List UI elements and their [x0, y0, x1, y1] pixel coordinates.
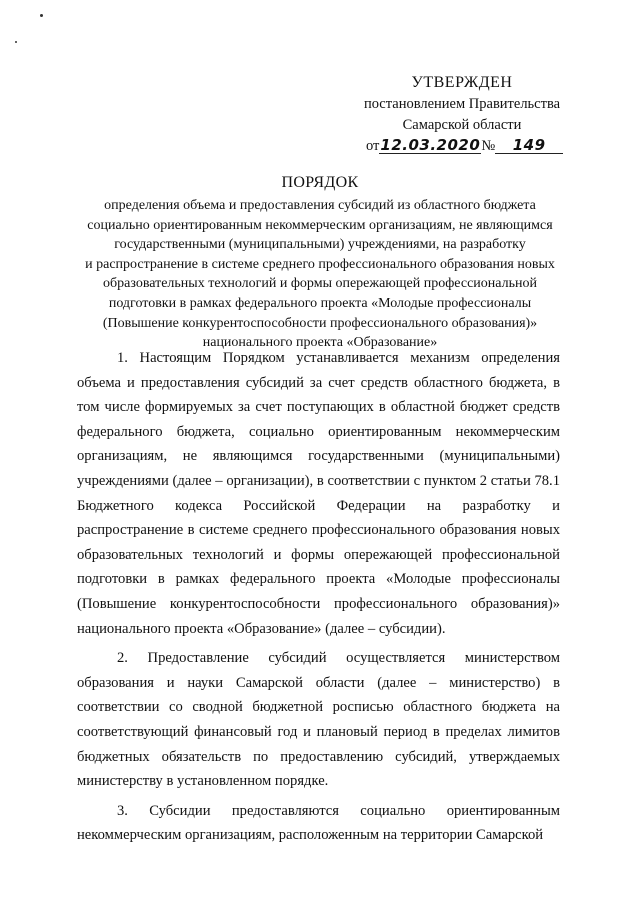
document-heading: ПОРЯДОК	[281, 174, 359, 191]
subtitle-line: социально ориентированным некоммерческим организациям, не являющимся	[87, 217, 553, 233]
subtitle-line: и распространение в системе среднего профессионального образования новых	[85, 256, 555, 272]
subtitle-line: государственными (муниципальными) учреждениями, на разработку	[114, 237, 526, 253]
document-title	[60, 172, 580, 353]
handwritten-date: 12.03.2020	[380, 136, 481, 154]
subtitle-line: образовательных технологий и формы опережающей профессиональной	[103, 276, 537, 292]
subtitle-line: (Повышение конкурентоспособности профессионального образования)»	[102, 315, 538, 331]
scan-speck	[15, 41, 17, 43]
approval-line-2: Самарской области	[402, 117, 522, 133]
approval-title: УТВЕРЖДЕН	[411, 74, 513, 91]
subtitle-line: определения объема и предоставления субсидий из областного бюджета	[104, 198, 536, 213]
document-body	[77, 346, 560, 853]
handwritten-number: 149	[495, 138, 563, 154]
paragraph-3: 3. Субсидии предоставляются социально ориентированным некоммерческим организациям, расположенным на территории Самарской	[77, 802, 560, 844]
scan-speck	[40, 14, 43, 17]
number-prefix: №	[481, 138, 496, 154]
approval-stamp	[352, 72, 572, 157]
paragraph-1: 1. Настоящим Порядком устанавливается механизм определения объема и предоставления субсидий за счет средств областного бюджета, в том числе формируемых за счет поступающих в областной бюджет средств федерального бюджета, социально ориентированным некоммерческим организациям, не являющимся государственными (муниципальными) учреждениями (далее – организации), в соответствии с пунктом 2 статьи 78.1 Бюджетного кодекса Российской Федерации на разработку и распространение в системе среднего профессионального образования новых образовательных технологий и формы опережающей профессиональной подготовки в рамках федерального проекта «Молодые профессионалы (Повышение конкурентоспособности профессионального образования)» национального проекта «Образование» (далее – субсидии).	[77, 350, 560, 637]
date-prefix: от	[366, 138, 380, 154]
subtitle-line: национального проекта «Образование»	[202, 335, 438, 351]
subtitle-line: подготовки в рамках федерального проекта «Молодые профессионалы	[108, 295, 532, 311]
approval-date-line	[352, 136, 572, 157]
approval-line-1: постановлением Правительства	[363, 96, 561, 112]
paragraph-2: 2. Предоставление субсидий осуществляется министерством образования и науки Самарской области (далее – министерство) в соответствии со сводной бюджетной росписью областного бюджета на соответствующий финансовый год и плановый период в пределах лимитов бюджетных обязательств по предоставлению субсидий, утверждаемых министерству в установленном порядке.	[77, 650, 560, 790]
